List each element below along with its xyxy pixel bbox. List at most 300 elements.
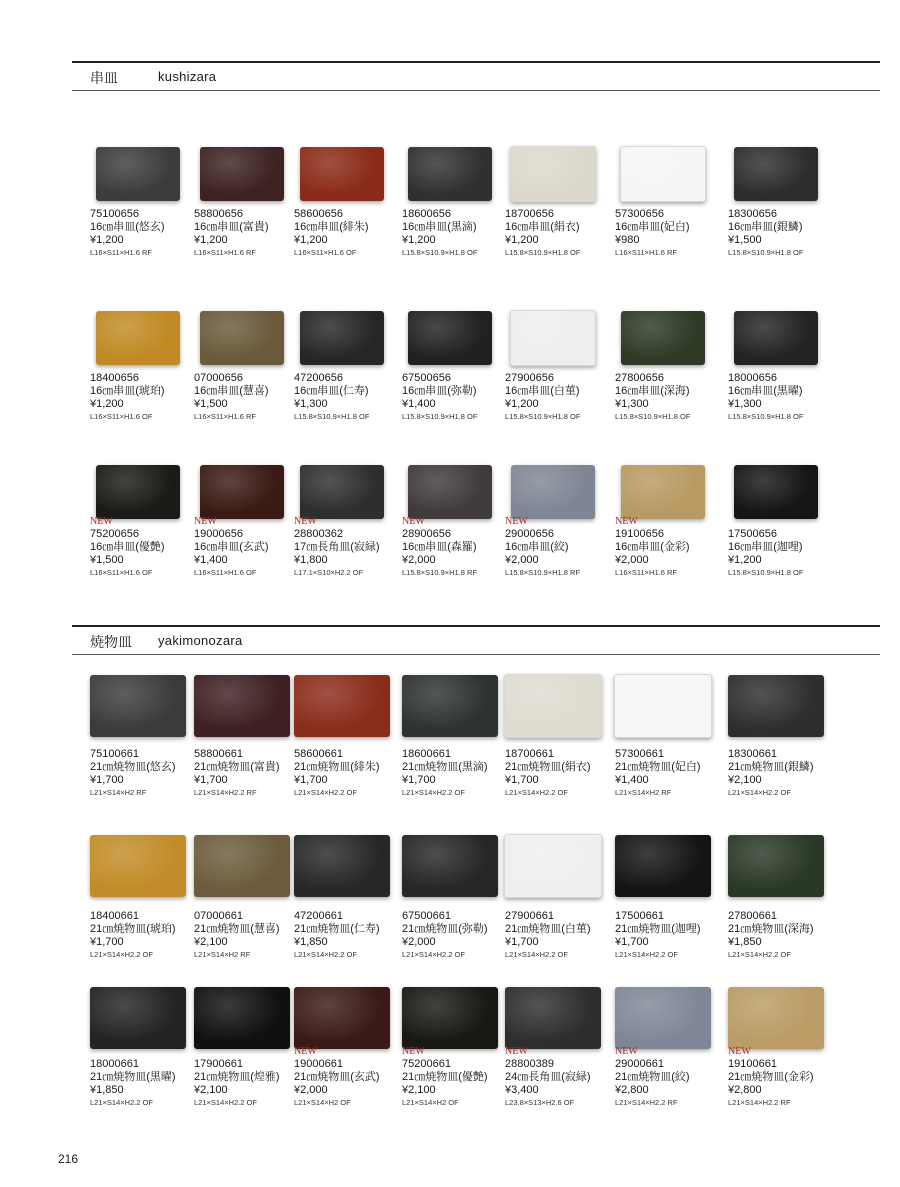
product-size: L15.8×S10.9×H1.8 OF [402,412,478,421]
product-item [194,1058,298,1109]
product-price: ¥1,800 [294,554,328,566]
product-size: L21×S14×H2.2 RF [728,1098,791,1107]
product-size: L15.8×S10.9×H1.8 OF [728,568,804,577]
plate-photo [96,147,180,201]
product-name: 21㎝焼物皿(絹衣) [505,761,591,773]
product-image [292,142,392,206]
product-code: 18400661 [90,910,139,922]
product-size: L21×S14×H2 RF [90,788,147,797]
product-item [615,748,719,799]
product-code: 18400656 [90,372,139,384]
plate-photo [510,146,596,202]
product-size: L21×S14×H2.2 OF [505,788,568,797]
plate-photo [402,987,498,1049]
plate-photo [734,311,818,365]
product-image [88,460,188,524]
product-item [402,372,506,423]
product-size: L16×S11×H1.6 OF [90,568,153,577]
product-price: ¥1,700 [505,774,539,786]
product-image [726,674,826,738]
plate-photo [734,147,818,201]
product-code: 75100661 [90,748,139,760]
product-image [88,986,188,1050]
product-code: 18300661 [728,748,777,760]
product-price: ¥2,800 [615,1084,649,1096]
product-code: 29000656 [505,528,554,540]
plate-photo [621,311,705,365]
product-item [615,516,719,579]
product-item [90,208,194,259]
product-image [503,674,603,738]
product-code: 18300656 [728,208,777,220]
product-size: L21×S14×H2.2 OF [505,950,568,959]
product-name: 21㎝焼物皿(悠玄) [90,761,176,773]
product-name: 16㎝串皿(深海) [615,385,690,397]
product-code: 75100656 [90,208,139,220]
section-rule-bottom [72,654,880,655]
product-code: 18600661 [402,748,451,760]
new-badge: NEW [90,516,113,527]
product-image [292,460,392,524]
plate-photo [90,987,186,1049]
product-name: 21㎝焼物皿(緋朱) [294,761,380,773]
product-size: L15.8×S10.9×H1.8 OF [505,248,581,257]
page-number: 216 [58,1152,79,1166]
product-image [503,986,603,1050]
product-size: L21×S14×H2.2 OF [728,950,791,959]
product-item [90,372,194,423]
section-rule-top [72,625,880,627]
product-size: L21×S14×H2.2 OF [294,788,357,797]
new-badge: NEW [505,516,528,527]
product-code: 27800661 [728,910,777,922]
product-name: 16㎝串皿(琥珀) [90,385,165,397]
product-name: 16㎝串皿(慧喜) [194,385,269,397]
product-name: 21㎝焼物皿(弥勒) [402,923,488,935]
new-badge: NEW [194,516,217,527]
product-size: L15.8×S10.9×H1.8 OF [728,412,804,421]
product-name: 21㎝焼物皿(銀鱗) [728,761,814,773]
product-size: L16×S11×H1.6 RF [90,248,152,257]
plate-photo [505,987,601,1049]
plate-photo [621,465,705,519]
product-name: 17㎝長角皿(寂緑) [294,541,380,553]
product-code: 47200656 [294,372,343,384]
product-image [192,674,292,738]
product-code: 75200661 [402,1058,451,1070]
product-code: 18000656 [728,372,777,384]
product-size: L16×S11×H1.6 OF [194,568,257,577]
product-item [402,516,506,579]
product-name: 21㎝焼物皿(富貴) [194,761,280,773]
product-image [503,834,603,898]
plate-photo [734,465,818,519]
product-image [88,834,188,898]
product-code: 18700661 [505,748,554,760]
product-image [613,306,713,370]
section-header-kushizara [72,61,880,91]
product-price: ¥1,850 [90,1084,124,1096]
product-image [192,306,292,370]
product-item [728,1046,832,1109]
product-code: 19100661 [728,1058,777,1070]
plate-photo [511,465,595,519]
section-header-yakimonozara [72,625,880,655]
product-name: 21㎝焼物皿(深海) [728,923,814,935]
section-title-en: yakimonozara [158,633,243,648]
product-price: ¥2,100 [194,1084,228,1096]
product-size: L21×S14×H2.2 OF [90,1098,153,1107]
product-price: ¥1,500 [728,234,762,246]
product-name: 21㎝焼物皿(妃白) [615,761,701,773]
product-name: 21㎝焼物皿(黒曜) [90,1071,176,1083]
product-name: 21㎝焼物皿(迦哩) [615,923,701,935]
product-price: ¥1,400 [194,554,228,566]
plate-photo [408,311,492,365]
product-size: L21×S14×H2.2 OF [402,950,465,959]
section-rule-bottom [72,90,880,91]
product-item [505,516,609,579]
product-price: ¥1,200 [505,234,539,246]
product-item [728,372,832,423]
product-image [726,460,826,524]
product-image [292,674,392,738]
product-name: 16㎝串皿(絹衣) [505,221,580,233]
product-code: 07000656 [194,372,243,384]
new-badge: NEW [294,516,317,527]
product-item [505,748,609,799]
product-image [292,834,392,898]
product-item [90,1058,194,1109]
product-name: 21㎝焼物皿(琥珀) [90,923,176,935]
new-badge: NEW [505,1046,528,1057]
product-item [90,516,194,579]
product-item [505,208,609,259]
product-code: 28800362 [294,528,343,540]
product-code: 67500656 [402,372,451,384]
product-item [728,208,832,259]
product-price: ¥1,200 [90,234,124,246]
product-item [294,516,398,579]
product-price: ¥2,000 [505,554,539,566]
product-name: 24㎝長角皿(寂緑) [505,1071,591,1083]
product-image [400,460,500,524]
product-code: 07000661 [194,910,243,922]
product-price: ¥1,300 [728,398,762,410]
product-name: 16㎝串皿(悠玄) [90,221,165,233]
product-size: L16×S11×H1.6 OF [90,412,153,421]
product-size: L15.8×S10.9×H1.8 RF [505,568,581,577]
product-code: 29000661 [615,1058,664,1070]
product-image [400,834,500,898]
product-item [615,910,719,961]
product-size: L21×S14×H2.2 OF [402,788,465,797]
product-size: L21×S14×H2.2 RF [615,1098,678,1107]
product-item [505,372,609,423]
product-code: 67500661 [402,910,451,922]
plate-photo [615,987,711,1049]
product-item [294,1046,398,1109]
product-item [402,910,506,961]
product-name: 16㎝串皿(玄武) [194,541,269,553]
product-item [615,208,719,259]
product-item [615,372,719,423]
section-title-ja: 串皿 [90,70,118,86]
product-item [615,1046,719,1109]
plate-photo [90,675,186,737]
product-item [294,372,398,423]
product-item [402,1046,506,1109]
product-size: L15.8×S10.9×H1.8 OF [294,412,370,421]
product-image [88,306,188,370]
product-size: L16×S11×H1.6 RF [194,412,256,421]
product-name: 16㎝串皿(優艶) [90,541,165,553]
product-size: L15.8×S10.9×H1.8 OF [728,248,804,257]
product-name: 21㎝焼物皿(煌雅) [194,1071,280,1083]
product-item [402,748,506,799]
product-code: 27900656 [505,372,554,384]
product-name: 16㎝串皿(黒曜) [728,385,803,397]
plate-photo [728,675,824,737]
product-item [728,748,832,799]
product-name: 16㎝串皿(弥勒) [402,385,477,397]
product-image [726,306,826,370]
plate-photo [614,674,712,738]
product-size: L21×S14×H2.2 RF [194,788,257,797]
product-code: 28800389 [505,1058,554,1070]
product-image [400,674,500,738]
plate-photo [728,987,824,1049]
product-code: 19000661 [294,1058,343,1070]
product-code: 17500661 [615,910,664,922]
product-item [294,910,398,961]
new-badge: NEW [294,1046,317,1057]
product-price: ¥1,700 [90,774,124,786]
plate-photo [300,311,384,365]
product-code: 57300661 [615,748,664,760]
product-image [88,142,188,206]
product-price: ¥1,700 [505,936,539,948]
product-price: ¥1,200 [728,554,762,566]
product-item [505,1046,609,1109]
new-badge: NEW [402,1046,425,1057]
product-item [90,910,194,961]
product-name: 16㎝串皿(迦哩) [728,541,803,553]
plate-photo [294,835,390,897]
product-image [613,834,713,898]
product-price: ¥1,700 [615,936,649,948]
product-image [400,306,500,370]
product-image [503,460,603,524]
product-image [400,142,500,206]
product-name: 21㎝焼物皿(優艶) [402,1071,488,1083]
product-name: 21㎝焼物皿(黒滴) [402,761,488,773]
product-price: ¥2,000 [615,554,649,566]
plate-photo [300,147,384,201]
product-code: 17900661 [194,1058,243,1070]
product-size: L21×S14×H2 RF [194,950,251,959]
product-code: 18000661 [90,1058,139,1070]
product-name: 21㎝焼物皿(玄武) [294,1071,380,1083]
product-item [505,910,609,961]
product-price: ¥1,300 [615,398,649,410]
product-size: L23.8×S13×H2.6 OF [505,1098,575,1107]
product-price: ¥1,200 [294,234,328,246]
product-name: 16㎝串皿(銀鱗) [728,221,803,233]
product-image [726,142,826,206]
product-size: L21×S14×H2.2 OF [294,950,357,959]
product-name: 16㎝串皿(白菫) [505,385,580,397]
product-name: 21㎝焼物皿(仁寿) [294,923,380,935]
product-price: ¥1,700 [194,774,228,786]
product-size: L16×S11×H1.6 RF [615,568,677,577]
plate-photo [200,147,284,201]
product-price: ¥1,500 [90,554,124,566]
product-image [88,674,188,738]
product-item [728,910,832,961]
plate-photo [200,465,284,519]
product-image [503,142,603,206]
new-badge: NEW [402,516,425,527]
product-size: L21×S14×H2.2 OF [728,788,791,797]
product-price: ¥1,850 [728,936,762,948]
product-code: 17500656 [728,528,777,540]
plate-photo [408,465,492,519]
plate-photo [194,835,290,897]
product-image [192,142,292,206]
plate-photo [615,835,711,897]
product-image [292,986,392,1050]
product-size: L17.1×S10×H2.2 OF [294,568,364,577]
product-item [194,372,298,423]
product-item [194,910,298,961]
product-name: 21㎝焼物皿(絞) [615,1071,690,1083]
product-code: 19000656 [194,528,243,540]
product-price: ¥1,300 [294,398,328,410]
product-code: 58600656 [294,208,343,220]
product-code: 75200656 [90,528,139,540]
product-item [294,748,398,799]
product-code: 47200661 [294,910,343,922]
product-item [728,528,832,579]
product-name: 16㎝串皿(絞) [505,541,569,553]
plate-photo [90,835,186,897]
product-price: ¥980 [615,234,640,246]
product-price: ¥2,100 [728,774,762,786]
product-price: ¥1,200 [505,398,539,410]
product-size: L21×S14×H2.2 OF [615,950,678,959]
product-price: ¥2,000 [402,554,436,566]
product-code: 27900661 [505,910,554,922]
product-size: L21×S14×H2 OF [294,1098,351,1107]
plate-photo [194,675,290,737]
new-badge: NEW [728,1046,751,1057]
product-image [726,986,826,1050]
new-badge: NEW [615,516,638,527]
product-code: 19100656 [615,528,664,540]
product-name: 16㎝串皿(森羅) [402,541,477,553]
product-price: ¥1,700 [90,936,124,948]
plate-photo [402,835,498,897]
product-price: ¥1,200 [90,398,124,410]
product-name: 16㎝串皿(金彩) [615,541,690,553]
plate-photo [510,310,596,366]
product-size: L21×S14×H2.2 OF [194,1098,257,1107]
product-price: ¥1,200 [402,234,436,246]
product-image [400,986,500,1050]
product-price: ¥1,700 [402,774,436,786]
section-title-ja: 焼物皿 [90,634,132,650]
product-image [503,306,603,370]
product-image [292,306,392,370]
product-image [613,674,713,738]
product-code: 58800661 [194,748,243,760]
new-badge: NEW [615,1046,638,1057]
product-image [192,986,292,1050]
product-item [402,208,506,259]
product-name: 21㎝焼物皿(白菫) [505,923,591,935]
product-code: 58600661 [294,748,343,760]
product-size: L16×S11×H1.6 OF [294,248,357,257]
product-price: ¥1,400 [402,398,436,410]
product-item [194,748,298,799]
product-price: ¥1,500 [194,398,228,410]
product-size: L15.8×S10.9×H1.8 RF [402,568,478,577]
plate-photo [96,465,180,519]
product-size: L15.8×S10.9×H1.8 OF [615,412,691,421]
product-price: ¥1,850 [294,936,328,948]
section-rule-top [72,61,880,63]
product-code: 57300656 [615,208,664,220]
product-image [726,834,826,898]
product-size: L21×S14×H2.2 OF [90,950,153,959]
product-name: 21㎝焼物皿(金彩) [728,1071,814,1083]
product-name: 16㎝串皿(仁寿) [294,385,369,397]
product-code: 18700656 [505,208,554,220]
product-name: 21㎝焼物皿(慧喜) [194,923,280,935]
product-price: ¥2,000 [294,1084,328,1096]
product-item [194,516,298,579]
product-code: 58800656 [194,208,243,220]
plate-photo [294,987,390,1049]
product-image [613,986,713,1050]
plate-photo [504,674,602,738]
product-price: ¥2,100 [194,936,228,948]
product-name: 16㎝串皿(妃白) [615,221,690,233]
product-image [613,142,713,206]
product-code: 18600656 [402,208,451,220]
product-item [194,208,298,259]
product-size: L16×S11×H1.6 RF [615,248,677,257]
plate-photo [728,835,824,897]
product-price: ¥1,200 [194,234,228,246]
product-price: ¥1,700 [294,774,328,786]
product-price: ¥2,000 [402,936,436,948]
product-size: L16×S11×H1.6 RF [194,248,256,257]
product-image [613,460,713,524]
plate-photo [294,675,390,737]
product-image [192,834,292,898]
product-size: L15.8×S10.9×H1.8 OF [505,412,581,421]
product-code: 27800656 [615,372,664,384]
product-name: 16㎝串皿(緋朱) [294,221,369,233]
product-code: 28900656 [402,528,451,540]
plate-photo [96,311,180,365]
product-item [90,748,194,799]
plate-photo [408,147,492,201]
product-size: L21×S14×H2 OF [402,1098,459,1107]
product-size: L21×S14×H2 RF [615,788,672,797]
